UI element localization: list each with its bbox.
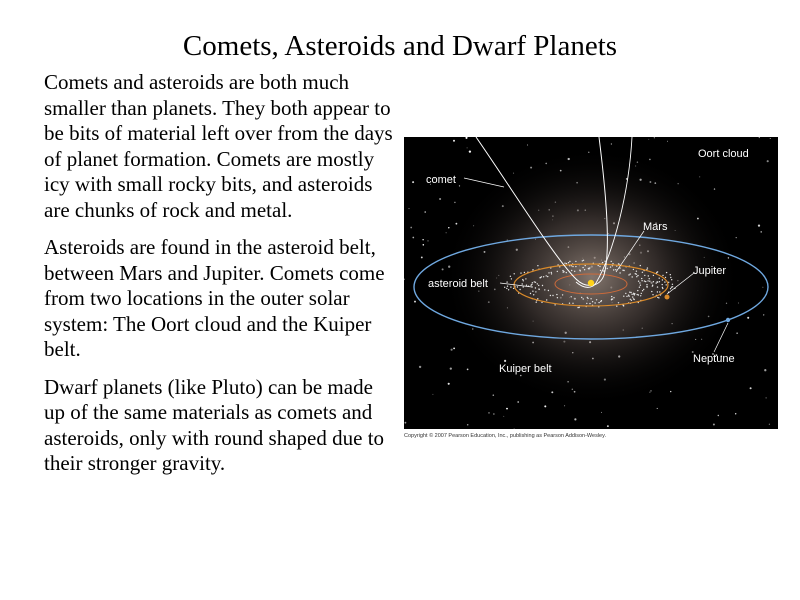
asteroid (533, 294, 534, 295)
asteroid (546, 275, 547, 276)
asteroid (619, 267, 620, 268)
asteroid (632, 296, 633, 297)
asteroid (662, 284, 663, 285)
asteroid (634, 294, 635, 295)
asteroid (556, 294, 557, 295)
asteroid (662, 288, 663, 289)
asteroid (546, 299, 547, 300)
star (506, 408, 508, 410)
asteroid (544, 289, 545, 290)
asteroid (628, 274, 629, 275)
asteroid (670, 274, 671, 275)
asteroid (613, 269, 614, 270)
asteroid (632, 276, 633, 277)
star (770, 138, 771, 139)
asteroid (633, 298, 634, 299)
asteroid (610, 266, 611, 267)
star (412, 181, 414, 183)
asteroid (658, 297, 659, 298)
asteroid (508, 289, 509, 290)
asteroid (662, 275, 663, 276)
asteroid (511, 278, 512, 279)
asteroid (653, 281, 654, 282)
asteroid (571, 265, 572, 266)
asteroid (557, 271, 558, 272)
asteroid (598, 302, 599, 303)
asteroid (510, 276, 511, 277)
asteroid (586, 303, 587, 304)
star (427, 240, 428, 241)
asteroid (552, 295, 553, 296)
asteroid (637, 294, 638, 295)
asteroid (670, 277, 671, 278)
asteroid (537, 298, 538, 299)
asteroid (550, 295, 551, 296)
asteroid (564, 263, 565, 264)
asteroid (592, 301, 593, 302)
slide-title: Comets, Asteroids and Dwarf Planets (182, 30, 618, 62)
asteroid (532, 269, 533, 270)
star (763, 314, 764, 315)
asteroid (651, 291, 652, 292)
star (670, 391, 671, 392)
asteroid (523, 286, 524, 287)
star (766, 397, 767, 398)
asteroid (551, 273, 552, 274)
asteroid (535, 282, 536, 283)
asteroid (625, 293, 626, 294)
asteroid (600, 301, 601, 302)
star (611, 143, 612, 144)
star (514, 428, 515, 429)
asteroid (662, 279, 663, 280)
asteroid (646, 286, 647, 287)
asteroid (649, 281, 650, 282)
star (544, 405, 546, 407)
oort-cloud-glow (442, 147, 742, 407)
star (574, 418, 576, 420)
star (467, 424, 469, 426)
asteroid (571, 296, 572, 297)
asteroid (525, 278, 526, 279)
asteroid (522, 279, 523, 280)
star (424, 211, 426, 213)
asteroid (506, 281, 507, 282)
asteroid (554, 304, 555, 305)
asteroid (630, 299, 631, 300)
solar-system-figure (404, 137, 778, 429)
star (736, 237, 737, 238)
asteroid (581, 297, 582, 298)
star (448, 227, 449, 228)
star (667, 141, 668, 142)
asteroid (548, 272, 549, 273)
star (657, 408, 658, 409)
asteroid (562, 270, 563, 271)
paragraph-dwarf-planets: Dwarf planets (like Pluto) can be made up of the same materials as comets and asteroids, only with round shaped due to their stronger gravity. (44, 374, 385, 475)
asteroid (557, 297, 558, 298)
asteroid (644, 280, 645, 281)
asteroid (532, 282, 533, 283)
asteroid (664, 281, 665, 282)
star (493, 413, 494, 414)
star (713, 423, 715, 425)
star (758, 224, 760, 226)
asteroid (629, 292, 630, 293)
asteroid (598, 265, 599, 266)
asteroid (571, 270, 572, 271)
asteroid (642, 290, 643, 291)
star (412, 237, 414, 239)
asteroid (538, 285, 539, 286)
star (453, 140, 455, 142)
asteroid (514, 273, 515, 274)
mars-label: Mars (643, 221, 668, 233)
asteroid (540, 277, 541, 278)
asteroid (611, 261, 612, 262)
asteroid (523, 280, 524, 281)
asteroid (652, 285, 653, 286)
asteroid (645, 281, 646, 282)
asteroid (510, 286, 511, 287)
asteroid (631, 294, 632, 295)
asteroid (640, 295, 641, 296)
asteroid (623, 305, 624, 306)
asteroid (599, 266, 600, 267)
asteroid (585, 265, 586, 266)
asteroid (637, 290, 638, 291)
asteroid (607, 268, 608, 269)
figure-copyright: Copyright © 2007 Pearson Education, Inc., publishing as Pearson Addison-Wesley. (404, 433, 606, 439)
asteroid (643, 289, 644, 290)
asteroid (640, 285, 641, 286)
neptune-label: Neptune (693, 353, 735, 365)
asteroid (616, 306, 617, 307)
paragraph-asteroid-belt: Asteroids are found in the asteroid belt, between Mars and Jupiter. Comets come from two locations in the outer solar system: The Oort cloud and the Kuiper belt. (44, 235, 385, 361)
asteroid (588, 268, 589, 269)
oort-cloud-label: Oort cloud (698, 148, 749, 160)
asteroid (596, 299, 597, 300)
asteroid (572, 266, 573, 267)
asteroid (647, 267, 648, 268)
star (699, 176, 700, 177)
asteroid (536, 302, 537, 303)
star (453, 348, 455, 350)
star (767, 160, 769, 162)
asteroid (636, 271, 637, 272)
star (439, 198, 441, 200)
asteroid (644, 275, 645, 276)
asteroid (653, 275, 654, 276)
asteroid (636, 276, 637, 277)
asteroid (522, 283, 523, 284)
asteroid (637, 275, 638, 276)
asteroid (641, 293, 642, 294)
asteroid (563, 271, 564, 272)
asteroid (656, 282, 657, 283)
asteroid (638, 281, 639, 282)
asteroid (618, 302, 619, 303)
asteroid (517, 286, 518, 287)
sun (588, 280, 594, 286)
asteroid (641, 280, 642, 281)
star (750, 387, 752, 389)
asteroid (657, 286, 658, 287)
asteroid (666, 284, 667, 285)
asteroid (562, 294, 563, 295)
asteroid (535, 291, 536, 292)
star (459, 185, 460, 186)
asteroid (631, 300, 632, 301)
star (421, 256, 423, 258)
asteroid (612, 298, 613, 299)
star (469, 150, 471, 152)
asteroid (583, 298, 584, 299)
asteroid (659, 291, 660, 292)
star (747, 317, 749, 319)
star (527, 145, 528, 146)
asteroid (641, 278, 642, 279)
star (654, 137, 655, 138)
asteroid (611, 296, 612, 297)
star (760, 231, 762, 233)
asteroid (640, 265, 641, 266)
asteroid (569, 261, 570, 262)
star (454, 202, 456, 204)
asteroid (559, 266, 560, 267)
asteroid (633, 269, 634, 270)
asteroid (666, 272, 667, 273)
star (448, 383, 450, 385)
asteroid (582, 260, 583, 261)
asteroid (587, 297, 588, 298)
asteroid (506, 288, 507, 289)
body-text (44, 70, 396, 489)
asteroid (652, 294, 653, 295)
asteroid (566, 263, 567, 264)
star (714, 188, 715, 189)
asteroid (604, 261, 605, 262)
asteroid (657, 282, 658, 283)
asteroid (532, 291, 533, 292)
star (764, 369, 766, 371)
asteroid-belt-label: asteroid belt (428, 278, 488, 290)
asteroid (646, 284, 647, 285)
asteroid (537, 265, 538, 266)
star (409, 208, 410, 209)
asteroid (649, 278, 650, 279)
asteroid (602, 262, 603, 263)
asteroid (671, 279, 672, 280)
asteroid (613, 297, 614, 298)
asteroid (572, 303, 573, 304)
asteroid (574, 271, 575, 272)
asteroid (639, 282, 640, 283)
asteroid (504, 287, 505, 288)
asteroid (566, 272, 567, 273)
asteroid (579, 270, 580, 271)
jupiter-label: Jupiter (693, 265, 727, 277)
asteroid (584, 269, 585, 270)
asteroid (671, 287, 672, 288)
star (423, 244, 425, 246)
asteroid (589, 303, 590, 304)
asteroid (635, 273, 636, 274)
star (467, 147, 468, 148)
asteroid (582, 267, 583, 268)
asteroid (535, 287, 536, 288)
asteroid (628, 295, 629, 296)
asteroid (534, 281, 535, 282)
star (564, 405, 565, 406)
star (451, 349, 453, 351)
asteroid (665, 277, 666, 278)
star (607, 425, 609, 427)
comet-label: comet (426, 174, 456, 186)
asteroid (526, 285, 527, 286)
star (718, 415, 719, 416)
asteroid (670, 288, 671, 289)
asteroid (530, 293, 531, 294)
asteroid (594, 302, 595, 303)
asteroid (547, 276, 548, 277)
star (762, 287, 763, 288)
star (503, 416, 504, 417)
asteroid (524, 272, 525, 273)
asteroid (659, 281, 660, 282)
paragraph-comets-asteroids: Comets and asteroids are both much smaller than planets. They both appear to be bits of material left over from the days of planet formation. Comets are mostly icy with small rocky bits, and asteroids are chunks of rock and metal. (44, 70, 393, 222)
asteroid (548, 290, 549, 291)
star (769, 424, 770, 425)
asteroid (507, 286, 508, 287)
asteroid (647, 280, 648, 281)
asteroid (642, 272, 643, 273)
asteroid (600, 270, 601, 271)
asteroid (623, 270, 624, 271)
star (736, 333, 737, 334)
star (432, 394, 433, 395)
asteroid (615, 269, 616, 270)
asteroid (638, 294, 639, 295)
star (735, 413, 736, 414)
asteroid (623, 296, 624, 297)
star (422, 239, 423, 240)
asteroid (639, 287, 640, 288)
star (601, 412, 602, 413)
star (419, 366, 421, 368)
asteroid (530, 285, 531, 286)
asteroid (630, 273, 631, 274)
star (467, 369, 469, 371)
star (410, 227, 412, 229)
asteroid (542, 285, 543, 286)
star (648, 139, 649, 140)
star (493, 394, 495, 396)
asteroid (543, 276, 544, 277)
asteroid (569, 303, 570, 304)
asteroid (519, 289, 520, 290)
asteroid (574, 298, 575, 299)
asteroid (520, 272, 521, 273)
asteroid (657, 291, 658, 292)
asteroid (590, 298, 591, 299)
asteroid (583, 260, 584, 261)
asteroid (539, 289, 540, 290)
asteroid (648, 275, 649, 276)
asteroid (619, 272, 620, 273)
asteroid (626, 296, 627, 297)
asteroid (575, 266, 576, 267)
jupiter-planet (665, 295, 670, 300)
asteroid (577, 307, 578, 308)
star (446, 232, 447, 233)
asteroid (537, 283, 538, 284)
kuiper-belt-label: Kuiper belt (499, 363, 552, 375)
star (488, 412, 489, 413)
asteroid (551, 272, 552, 273)
asteroid (630, 292, 631, 293)
star (414, 301, 416, 303)
asteroid (672, 284, 673, 285)
star (517, 401, 519, 403)
asteroid (659, 278, 660, 279)
asteroid (575, 261, 576, 262)
star (405, 422, 407, 424)
neptune-planet (726, 318, 730, 322)
star (450, 367, 452, 369)
solar-system-diagram (404, 137, 778, 429)
asteroid (568, 262, 569, 263)
